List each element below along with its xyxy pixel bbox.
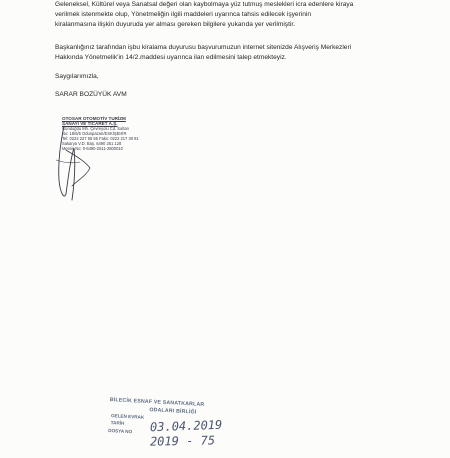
- signatory-name: [55, 90, 425, 100]
- stamp-line: Tel: 0222 227 55 55 Faks: 0222 217 30 91: [62, 136, 139, 141]
- paragraph-2-line: Başkanlığınız tarafından işbu kiralama duyurusu başvurumuzun internet sitenizde Alışveriş Merkezleri: [55, 44, 352, 51]
- handwritten-signature: [50, 120, 110, 210]
- receipt-stamp-file-label: DOSYA NO: [108, 427, 133, 435]
- paragraph-1-line: kiralanmasına ilişkin duyuruda yer alması gereken bilgilere yukarıda yer verilmiştir.: [55, 21, 296, 29]
- stamp-line: Sakarya V.D. Baş. 6490 251 128: [62, 141, 122, 146]
- receipt-stamp-incoming-label: GELEN EVRAK: [110, 413, 145, 420]
- signatory-line: SARAR BOZÜYÜK AVM: [55, 91, 127, 98]
- handwritten-date: 03.04.2019: [149, 417, 223, 435]
- closing-text: [55, 72, 425, 82]
- stamp-line: Mersis No: 0-6490-2511-2800010: [62, 146, 123, 151]
- stamp-line: SANAYİ VE TİCARET A.Ş.: [62, 121, 118, 126]
- handwritten-file-number: 2019 - 75: [149, 433, 216, 449]
- stamp-line: Gündoğdu Mh. Çevreyolu Cd. Sultan: [62, 126, 129, 131]
- paragraph-2-line: Hakkında Yönetmelik'in 14/2.maddesi uyarınca ilan edilmesini talep etmekteyiz.: [55, 54, 287, 62]
- paragraph-1: [55, 0, 425, 31]
- receipt-stamp-date-label: TARİH: [110, 420, 125, 426]
- stamp-line: OTOSAR OTOMOTİV TURİZM: [62, 116, 126, 121]
- receipt-stamp-subtitle: ODALARI BİRLİĞİ: [149, 407, 197, 416]
- paragraph-2: [55, 43, 425, 63]
- closing-line: Saygılarımızla,: [55, 73, 99, 80]
- receipt-stamp-title: BİLECİK ESNAF VE SANATKARLAR: [109, 397, 205, 408]
- paragraph-1-line: verilmek istenmekte olup, Yönetmeliğin ilgili maddeleri uyarınca tahsis edilecek işyerinin: [55, 11, 312, 19]
- paragraph-1-line: Geleneksel, Kültürel veya Sanatsal değeri olan kaybolmaya yüz tutmuş meslekleri icra edenlere kiraya: [55, 1, 354, 8]
- stamp-line: No: 18/6/5 Odunpazarı/ESKİŞEHİR: [62, 131, 127, 136]
